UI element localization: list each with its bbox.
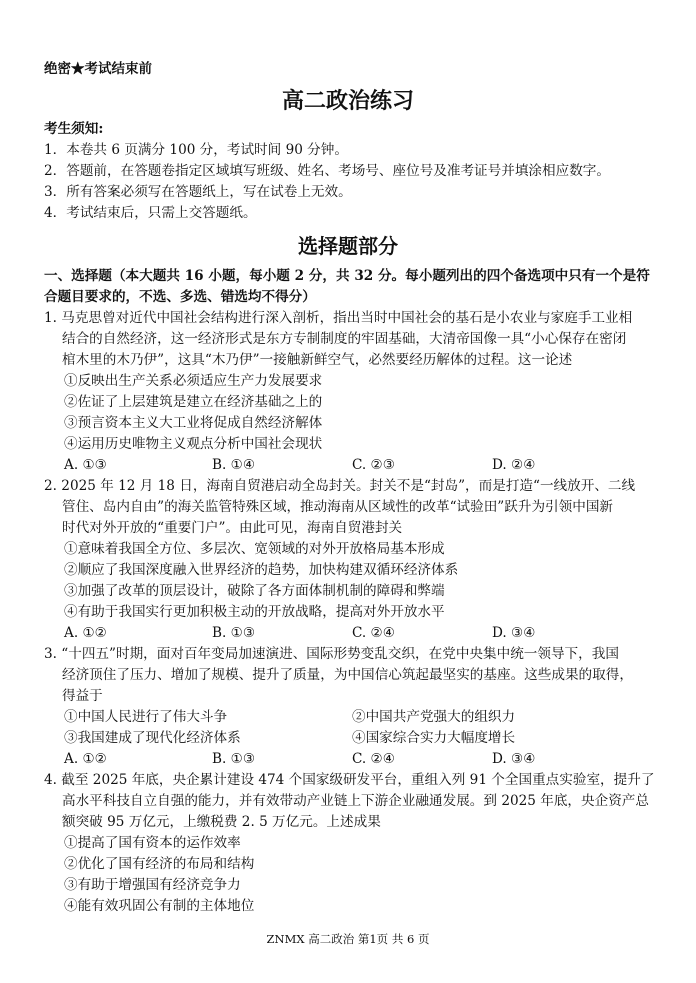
question-2-item: ④有助于我国实行更加积极主动的开放战略，提高对外开放水平	[64, 604, 445, 620]
question-3-item: ③我国建成了现代化经济体系	[64, 730, 241, 746]
question-1-item: ④运用历史唯物主义观点分析中国社会现状	[64, 436, 323, 452]
notice-heading: 考生须知:	[44, 121, 104, 137]
question-3-option-a: A. ①②	[64, 751, 107, 767]
question-4-item: ②优化了国有经济的布局和结构	[64, 856, 255, 872]
question-2-item: ②顺应了我国深度融入世界经济的趋势，加快构建双循环经济体系	[64, 562, 459, 578]
question-1-option-d: D. ②④	[492, 457, 536, 473]
question-1-option-b: B. ①④	[212, 457, 256, 473]
question-2-option-c: C. ②④	[352, 625, 395, 641]
notice-item: 2．答题前，在答题卷指定区域填写班级、姓名、考场号、座位号及准考证号并填涂相应数字。	[44, 163, 610, 179]
question-1-stem: 结合的自然经济，这一经济形式是东方专制制度的牢固基础，大清帝国像一具“小心保存在密闭	[62, 331, 627, 347]
question-1-stem: 棺木里的木乃伊”，这具“木乃伊”一接触新鲜空气，必然要经历解体的过程。这一论述	[62, 352, 573, 368]
question-1-item: ③预言资本主义大工业将促成自然经济解体	[64, 415, 323, 431]
question-2-item: ③加强了改革的顶层设计，破除了各方面体制机制的障碍和弊端	[64, 583, 445, 599]
question-3-stem: 经济顶住了压力、增加了规模、提升了质量，为中国信心筑起最坚实的基座。这些成果的取得，	[62, 667, 633, 683]
question-1-stem: 1. 马克思曾对近代中国社会结构进行深入剖析，指出当时中国社会的基石是小农业与家庭手工业相	[44, 310, 633, 326]
question-1-option-a: A. ①③	[64, 457, 107, 473]
question-1-item: ①反映出生产关系必须适应生产力发展要求	[64, 373, 323, 389]
section-instruction: 一、选择题（本大题共 16 小题，每小题 2 分，共 32 分。每小题列出的四个备选项中只有一个是符	[44, 268, 650, 284]
section-instruction: 合题目要求的，不选、多选、错选均不得分）	[44, 289, 316, 305]
question-2-option-d: D. ③④	[492, 625, 536, 641]
question-4-stem: 4. 截至 2025 年底，央企累计建设 474 个国家级研发平台，重组入列 91 个全国重点实验室，提升了	[44, 772, 655, 788]
question-3-item: ④国家综合实力大幅度增长	[352, 730, 516, 746]
question-3-option-c: C. ②④	[352, 751, 395, 767]
question-4-item: ③有助于增强国有经济竞争力	[64, 877, 241, 893]
notice-item: 3．所有答案必须写在答题纸上，写在试卷上无效。	[44, 184, 352, 200]
question-3-stem: 得益于	[62, 688, 103, 704]
question-1-item: ②佐证了上层建筑是建立在经济基础之上的	[64, 394, 323, 410]
question-2-stem: 时代对外开放的“重要门户”。由此可见，海南自贸港封关	[62, 520, 403, 536]
question-1-option-c: C. ②③	[352, 457, 395, 473]
notice-item: 4．考试结束后，只需上交答题纸。	[44, 205, 257, 221]
page-footer: ZNMX 高二政治 第1页 共 6 页	[266, 932, 430, 946]
question-4-item: ④能有效巩固公有制的主体地位	[64, 898, 255, 914]
question-3-option-d: D. ③④	[492, 751, 536, 767]
question-4-stem: 高水平科技自立自强的能力，并有效带动产业链上下游企业融通发展。到 2025 年底，央企资产总	[62, 793, 649, 809]
question-3-item: ①中国人民进行了伟大斗争	[64, 709, 228, 725]
question-2-stem: 2. 2025 年 12 月 18 日，海南自贸港启动全岛封关。封关不是“封岛”，而是打造“一线放开、二线	[44, 478, 636, 494]
confidential-label: 绝密★考试结束前	[44, 61, 152, 77]
notice-item: 1．本卷共 6 页满分 100 分，考试时间 90 分钟。	[44, 142, 348, 158]
question-2-stem: 管住、岛内自由”的海关监管特殊区域，推动海南从区域性的改革“试验田”跃升为引领中国新	[62, 499, 614, 515]
question-2-option-b: B. ①③	[212, 625, 256, 641]
question-3-item: ②中国共产党强大的组织力	[352, 709, 516, 725]
question-2-item: ①意味着我国全方位、多层次、宽领域的对外开放格局基本形成	[64, 541, 445, 557]
question-3-option-b: B. ①③	[212, 751, 256, 767]
page-title: 高二政治练习	[281, 88, 414, 114]
question-4-stem: 额突破 95 万亿元，上缴税费 2. 5 万亿元。上述成果	[62, 814, 381, 830]
section-title: 选择题部分	[298, 234, 398, 258]
question-3-stem: 3. “十四五”时期，面对百年变局加速演进、国际形势变乱交织，在党中央集中统一领导下，我国	[44, 646, 619, 662]
question-4-item: ①提高了国有资本的运作效率	[64, 835, 241, 851]
question-2-option-a: A. ①②	[64, 625, 107, 641]
